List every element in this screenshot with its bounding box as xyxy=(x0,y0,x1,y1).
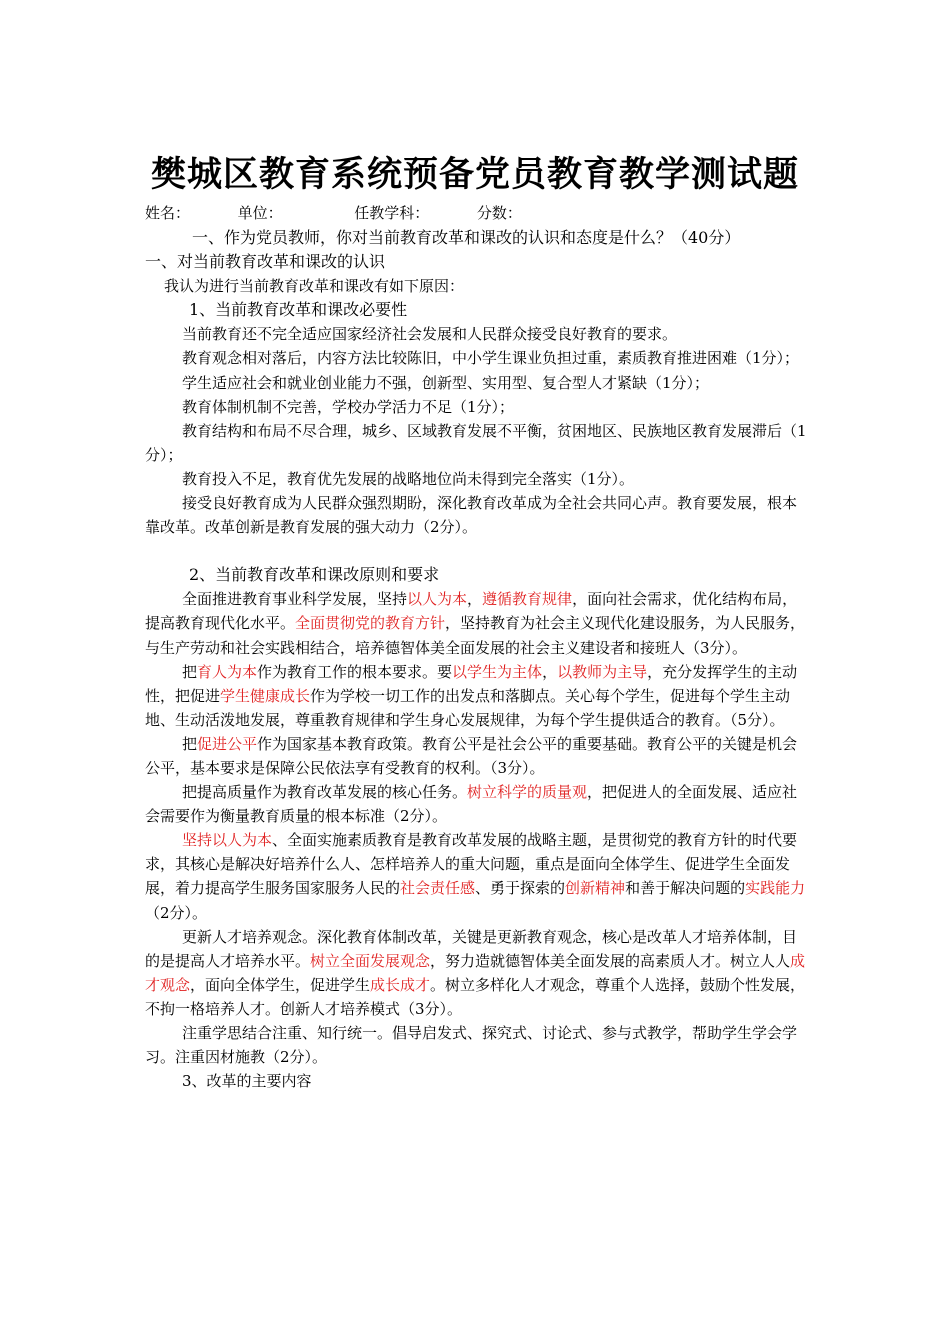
info-line: 姓名： 单位： 任教学科： 分数： xyxy=(145,204,522,222)
highlight-text: 全面贯彻党的教育方针 xyxy=(295,614,446,633)
text-run: 全面推进教育事业科学发展，坚持 xyxy=(182,590,408,609)
text-run: ，努力造就德智体美全面发展的高素质人才。树立人人 xyxy=(430,951,791,970)
principle-paragraph: 注重学思结合注重、知行统一。倡导启发式、探究式、讨论式、参与式教学，帮助学生学会学习。注重因材施教（2分）。 xyxy=(145,1024,798,1067)
principle-paragraph xyxy=(145,828,810,924)
principle-paragraph xyxy=(145,780,810,828)
text-run: 。树立多样化人才观念，尊重个人选择，鼓励个性发展，不拘一格培养人才。创新人才培养模式（3分）。 xyxy=(145,975,806,1018)
blank-line xyxy=(145,539,810,563)
highlight-text: 树立科学的质量观 xyxy=(467,783,588,802)
highlight-text: 成长成才 xyxy=(370,975,431,994)
text-run: 作为国家基本教育政策。教育公平是社会公平的重要基础。教育公平的关键是机会公平，基本要求是保障公民依法享有受教育的权利。（3分）。 xyxy=(145,734,798,777)
question: 一、作为党员教师，你对当前教育改革和课改的认识和态度是什么？（40分） xyxy=(192,228,741,247)
subheading-1: 1、当前教育改革和课改必要性 xyxy=(189,300,408,320)
text-run: ，坚持教育为社会主义现代化建设服务，为人民服务，与生产劳动和社会实践相结合，培养德智体美全面发展的社会主义建设者和接班人（3分）。 xyxy=(145,614,806,657)
highlight-text: 促进公平 xyxy=(197,734,258,753)
principle-paragraph xyxy=(145,732,810,780)
text-run: 更新人才培养观念。深化教育体制改革，关键是更新教育观念，核心是改革人才培养体制，目的是提高人才培养水平。 xyxy=(145,927,798,970)
page-title: 樊城区教育系统预备党员教育教学测试题 xyxy=(150,155,799,195)
paragraph: 教育观念相对落后，内容方法比较陈旧，中小学生课业负担过重，素质教育推进困难（1分）； xyxy=(182,349,800,368)
highlight-text: 坚持以人为本 xyxy=(182,831,273,850)
text-run: 作为教育工作的根本要求。要 xyxy=(257,662,453,681)
highlight-text: 成才观念 xyxy=(145,951,806,994)
highlight-text: 以学生为主体 xyxy=(452,662,543,681)
subheading-3: 3、改革的主要内容 xyxy=(182,1072,312,1091)
text-run: 把 xyxy=(182,734,198,753)
principle-paragraph xyxy=(145,925,810,1021)
text-run: （2分）。 xyxy=(145,903,208,922)
principle-paragraph xyxy=(145,660,810,732)
text-run: 把 xyxy=(182,662,198,681)
intro-paragraph: 我认为进行当前教育改革和课改有如下原因： xyxy=(164,277,465,296)
section-heading: 一、对当前教育改革和课改的认识 xyxy=(145,252,386,272)
text-run: ，把促进人的全面发展、适应社会需要作为衡量教育质量的根本标准（2分）。 xyxy=(145,783,798,826)
highlight-text: 以人为本 xyxy=(407,590,468,609)
document-body xyxy=(145,226,810,1093)
text-run: ， xyxy=(542,662,558,681)
highlight-text: 学生健康成长 xyxy=(220,686,311,705)
text-run: 和善于解决问题的 xyxy=(625,879,746,898)
text-run: 、全面实施素质教育是教育改革发展的战略主题，是贯彻党的教育方针的时代要求，其核心是解决好培养什么人、怎样培养人的重大问题，重点是面向全体学生、促进学生全面发展，着力提高学生服务国家服务人民的 xyxy=(145,831,798,898)
paragraph: 学生适应社会和就业创业能力不强，创新型、实用型、复合型人才紧缺（1分）； xyxy=(182,373,710,392)
highlight-text: 创新精神 xyxy=(565,879,626,898)
paragraph: 教育体制机制不完善，学校办学活力不足（1分）； xyxy=(182,397,515,416)
text-run: 、勇于探索的 xyxy=(475,879,566,898)
text-run: ， xyxy=(467,590,483,609)
text-run: ，充分发挥学生的主动性，把促进 xyxy=(145,662,798,705)
text-run: 作为学校一切工作的出发点和落脚点。关心每个学生，促进每个学生主动地、生动活泼地发展，尊重教育规律和学生身心发展规律，为每个学生提供适合的教育。（5分）。 xyxy=(145,686,791,729)
principle-paragraph xyxy=(145,587,810,659)
text-run: 把提高质量作为教育改革发展的核心任务。 xyxy=(182,783,468,802)
text-run: ，面向全体学生，促进学生 xyxy=(190,975,371,994)
text-run: ，面向社会需求，优化结构布局，提高教育现代化水平。 xyxy=(145,590,798,633)
subheading-2: 2、当前教育改革和课改原则和要求 xyxy=(189,565,440,585)
highlight-text: 育人为本 xyxy=(197,662,258,681)
paragraph: 教育投入不足，教育优先发展的战略地位尚未得到完全落实（1分）。 xyxy=(182,469,635,488)
paragraph: 当前教育还不完全适应国家经济社会发展和人民群众接受良好教育的要求。 xyxy=(182,325,678,344)
paragraph: 教育结构和布局不尽合理，城乡、区域教育发展不平衡，贫困地区、民族地区教育发展滞后（1分）； xyxy=(145,421,807,464)
paragraph: 接受良好教育成为人民群众强烈期盼，深化教育改革成为全社会共同心声。教育要发展，根本靠改革。改革创新是教育发展的强大动力（2分）。 xyxy=(145,494,798,537)
highlight-text: 树立全面发展观念 xyxy=(310,951,431,970)
highlight-text: 遵循教育规律 xyxy=(482,590,573,609)
highlight-text: 社会责任感 xyxy=(400,879,476,898)
highlight-text: 以教师为主导 xyxy=(557,662,648,681)
highlight-text: 实践能力 xyxy=(745,879,806,898)
